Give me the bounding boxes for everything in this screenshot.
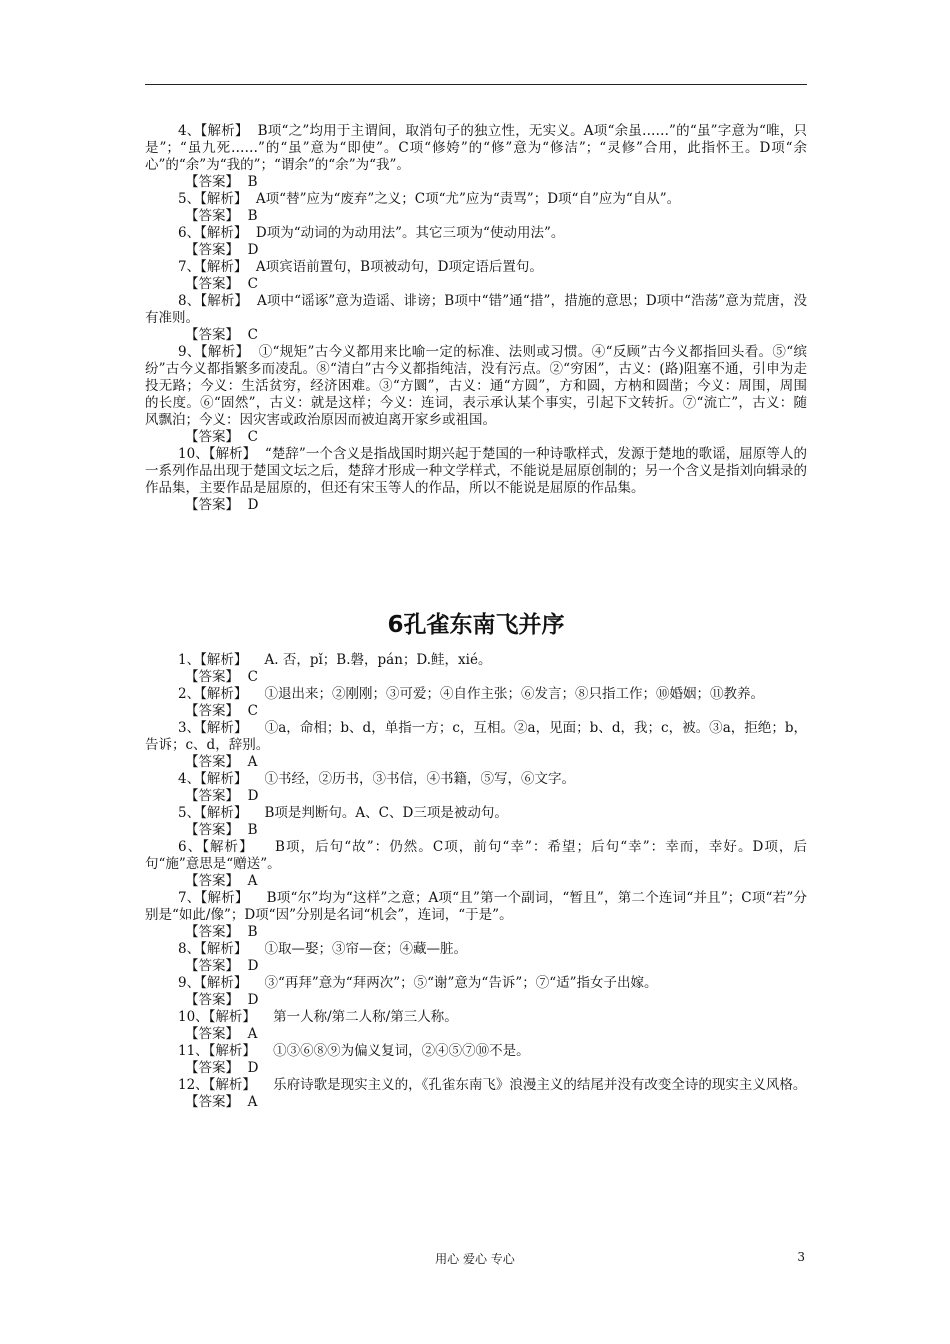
answer-item-7 xyxy=(145,890,807,941)
answer-item-9 xyxy=(145,344,807,446)
answer-line: 【答案】 B xyxy=(185,822,258,838)
answer-item-4 xyxy=(145,771,807,805)
answer-item-6 xyxy=(145,839,807,890)
answer-item-10 xyxy=(145,1009,807,1043)
analysis-text: 1、【解析】 A. 否，pǐ；B.磐，pán；D.鲑，xié。 xyxy=(178,652,492,668)
answer-line: 【答案】 C xyxy=(185,276,258,292)
page-number: 3 xyxy=(797,1250,805,1264)
answer-item-6 xyxy=(145,225,807,259)
answer-item-5 xyxy=(145,805,807,839)
analysis-text: 6、【解析】 D项为“动词的为动用法”。其它三项为“使动用法”。 xyxy=(178,225,565,241)
answer-section-1 xyxy=(145,123,807,514)
answer-item-5 xyxy=(145,191,807,225)
analysis-text: 8、【解析】 A项中“谣诼”意为造谣、诽谤；B项中“错”通“措”，措施的意思；D项中“浩荡”意为荒唐，没有准则。 xyxy=(145,293,807,326)
analysis-text: 4、【解析】 ①书经，②历书，③书信，④书籍，⑤写，⑥文字。 xyxy=(178,771,576,787)
answer-line: 【答案】 D xyxy=(185,1060,259,1076)
section-title: 6孔雀东南飞并序 xyxy=(387,612,565,638)
answer-line: 【答案】 A xyxy=(185,1094,258,1110)
answer-line: 【答案】 A xyxy=(185,1026,258,1042)
analysis-text: 11、【解析】 ①③⑥⑧⑨为偏义复词，②④⑤⑦⑩不是。 xyxy=(178,1043,530,1059)
answer-item-2 xyxy=(145,686,807,720)
analysis-text: 2、【解析】 ①退出来；②刚刚；③可爱；④自作主张；⑥发言；⑧只指工作；⑩婚姻；⑪教养。 xyxy=(178,686,765,702)
answer-item-4 xyxy=(145,123,807,191)
answer-line: 【答案】 D xyxy=(185,958,259,974)
answer-item-3 xyxy=(145,720,807,771)
answer-line: 【答案】 B xyxy=(185,174,258,190)
answer-line: 【答案】 C xyxy=(185,703,258,719)
analysis-text: 9、【解析】 ①“规矩”古今义都用来比喻一定的标准、法则或习惯。④“反顾”古今义都指回头看。⑤“缤纷”古今义都指繁多而凌乱。⑧“清白”古今义都指纯洁，没有污点。②“穷困”，古义：(路)阻塞不通，引申为走投无路；今义：生活贫穷，经济困难。③“方圜”，古义：通“方圆”，方和圆，方枘和圆凿；今义：周围，周围的长度。⑥“固然”，古义：就是这样；今义：连词，表示承认某个事实，引起下文转折。⑦“流亡”，古义：随风飘泊；今义：因灾害或政治原因而被迫离开家乡或祖国。 xyxy=(145,344,807,428)
analysis-text: 4、【解析】 B项“之”均用于主谓间，取消句子的独立性，无实义。A项“余虽……”的“虽”字意为“唯，只是”；“虽九死……”的“虽”意为“即使”。C项“修姱”的“修”意为“修洁”；“灵修”合用，此指怀王。D项“余心”的“余”为“我的”；“谓余”的“余”为“我”。 xyxy=(145,123,807,173)
answer-line: 【答案】 A xyxy=(185,754,258,770)
answer-item-11 xyxy=(145,1043,807,1077)
answer-item-10 xyxy=(145,446,807,514)
answer-item-12 xyxy=(145,1077,807,1111)
answer-item-7 xyxy=(145,259,807,293)
answer-item-8 xyxy=(145,293,807,344)
analysis-text: 5、【解析】 A项“替”应为“废弃”之义；C项“尤”应为“责骂”；D项“自”应为“自从”。 xyxy=(178,191,681,207)
analysis-text: 7、【解析】 A项宾语前置句，B项被动句，D项定语后置句。 xyxy=(178,259,543,275)
analysis-text: 5、【解析】 B项是判断句。A、C、D三项是被动句。 xyxy=(178,805,508,821)
answer-line: 【答案】 B xyxy=(185,924,258,940)
analysis-text: 9、【解析】 ③“再拜”意为“拜两次”；⑤“谢”意为“告诉”；⑦“适”指女子出嫁。 xyxy=(178,975,658,991)
answer-line: 【答案】 C xyxy=(185,327,258,343)
analysis-text: 3、【解析】 ①a，命相；b、d，单指一方；c，互相。②a，见面；b、d，我；c，被。③a，拒绝；b，告诉；c、d，辞别。 xyxy=(145,720,807,753)
answer-line: 【答案】 D xyxy=(185,242,259,258)
answer-line: 【答案】 D xyxy=(185,788,259,804)
analysis-text: 10、【解析】 “楚辞”一个含义是指战国时期兴起于楚国的一种诗歌样式，发源于楚地的歌谣，屈原等人的一系列作品出现于楚国文坛之后，楚辞才形成一种文学样式，不能说是屈原创制的；另一个含义是指刘向辑录的作品集，主要作品是屈原的，但还有宋玉等人的作品，所以不能说是屈原的作品集。 xyxy=(145,446,807,496)
answer-line: 【答案】 D xyxy=(185,497,259,513)
analysis-text: 6、【解析】 B项，后句“故”：仍然。C项，前句“幸”：希望；后句“幸”：幸而，幸好。D项，后句“施”意思是“赠送”。 xyxy=(145,839,807,872)
answer-line: 【答案】 D xyxy=(185,992,259,1008)
analysis-text: 12、【解析】 乐府诗歌是现实主义的，《孔雀东南飞》浪漫主义的结尾并没有改变全诗的现实主义风格。 xyxy=(178,1077,807,1093)
analysis-text: 8、【解析】 ①取—娶；③帘—奁；④藏—脏。 xyxy=(178,941,468,957)
answer-section-2 xyxy=(145,652,807,1111)
footer-motto: 用心 爱心 专心 xyxy=(435,1252,515,1266)
answer-item-8 xyxy=(145,941,807,975)
analysis-text: 10、【解析】 第一人称/第二人称/第三人称。 xyxy=(178,1009,458,1025)
answer-line: 【答案】 C xyxy=(185,429,258,445)
answer-item-1 xyxy=(145,652,807,686)
answer-line: 【答案】 C xyxy=(185,669,258,685)
answer-line: 【答案】 B xyxy=(185,208,258,224)
answer-line: 【答案】 A xyxy=(185,873,258,889)
answer-item-9 xyxy=(145,975,807,1009)
header-rule xyxy=(145,84,807,85)
page-footer xyxy=(0,1250,950,1268)
analysis-text: 7、【解析】 B项“尔”均为“这样”之意；A项“且”第一个副词，“暂且”，第二个连词“并且”；C项“若”分别是“如此/像”；D项“因”分别是名词“机会”，连词，“于是”。 xyxy=(145,890,807,923)
